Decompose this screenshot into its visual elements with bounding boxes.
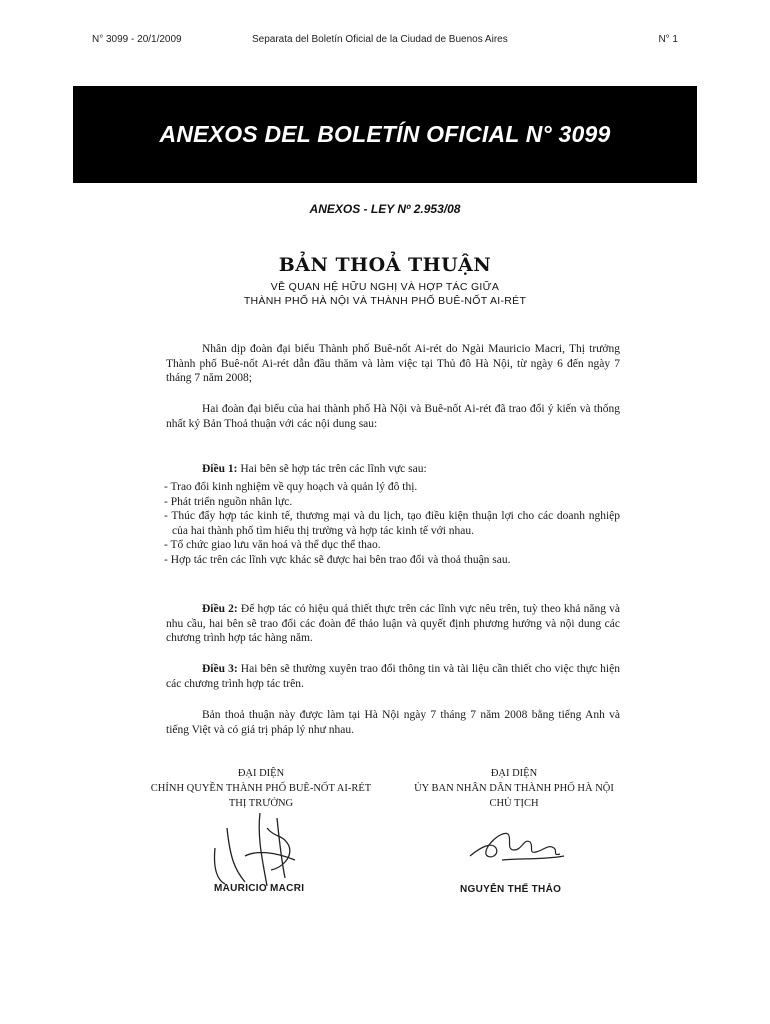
signatory-left-block <box>130 766 392 811</box>
signature-left-icon <box>205 808 315 888</box>
article-2-label: Điều 2: <box>202 603 238 615</box>
signatory-right-line2: ỦY BAN NHÂN DÂN THÀNH PHỐ HÀ NỘI <box>414 783 614 794</box>
article-3-text: Hai bên sẽ thường xuyên trao đổi thông tin và tài liệu cần thiết cho việc thực hiện các chương trình hợp tác trên. <box>166 663 620 690</box>
annex-banner <box>73 86 697 183</box>
article-2-text: Để hợp tác có hiệu quả thiết thực trên các lĩnh vực nêu trên, tuỳ theo khả năng và nhu cầu, hai bên sẽ trao đổi các đoàn để thảo luận và quyết định phương hướng và nội dung các chương trình hợp tác hàng năm. <box>166 603 620 644</box>
header-issue: N° 3099 - 20/1/2009 <box>92 34 182 45</box>
signatory-right-block <box>398 766 630 811</box>
law-subtitle: ANEXOS - LEY Nº 2.953/08 <box>309 202 461 216</box>
article-2 <box>166 602 620 646</box>
scanned-agreement <box>130 250 640 736</box>
header-page-number: N° 1 <box>658 34 678 45</box>
signatory-right-line1: ĐẠI DIỆN <box>490 768 538 779</box>
banner-title: ANEXOS DEL BOLETÍN OFICIAL N° 3099 <box>159 121 611 147</box>
signature-right-icon <box>462 820 572 870</box>
signatory-right-line3: CHỦ TỊCH <box>489 798 539 809</box>
agreement-title: BẢN THOẢ THUẬN <box>278 254 492 276</box>
paragraph-agreement: Hai đoàn đại biểu của hai thành phố Hà Nội và Buê-nốt Ai-rét đã trao đổi ý kiến và thống nhất ký Bản Thoả thuận với các nội dung sau: <box>166 403 620 430</box>
article-1-text: Hai bên sẽ hợp tác trên các lĩnh vực sau: <box>237 462 427 475</box>
list-item: - Phát triển nguồn nhân lực. <box>164 495 293 508</box>
list-item: - Tổ chức giao lưu văn hoá và thể dục thể thao. <box>164 539 381 551</box>
signatory-left-name: MAURICIO MACRI <box>214 883 305 894</box>
paragraph-intro: Nhân dịp đoàn đại biểu Thành phố Buê-nốt Ai-rét do Ngài Mauricio Macri, Thị trưởng Thành phố Buê-nốt Ai-rét dẫn đầu thăm và làm việc tại Thủ đô Hà Nội, từ ngày 6 đến ngày 7 tháng 7 năm 2008; <box>166 343 620 384</box>
article-3-label: Điều 3: <box>202 663 238 675</box>
cooperation-list <box>164 480 620 567</box>
signatory-right-name: NGUYỄN THẾ THẢO <box>460 884 562 895</box>
list-item: - Thúc đẩy hợp tác kinh tế, thương mại và du lịch, tạo điều kiện thuận lợi cho các doanh nghiệp của hai thành phố tìm hiểu thị trường và hợp tác kinh tế với nhau. <box>164 510 620 537</box>
list-item: - Trao đổi kinh nghiệm về quy hoạch và quản lý đô thị. <box>164 481 418 493</box>
agreement-subtitle-line2: THÀNH PHỐ HÀ NỘI VÀ THÀNH PHỐ BUÊ-NỐT AI-RÉT <box>243 295 527 307</box>
signatory-left-line1: ĐẠI DIỆN <box>237 768 285 779</box>
list-item: - Hợp tác trên các lĩnh vực khác sẽ được hai bên trao đổi và thoả thuận sau. <box>164 553 511 566</box>
signatory-left-line2: CHÍNH QUYỀN THÀNH PHỐ BUÊ-NỐT AI-RÉT <box>150 783 372 794</box>
closing-paragraph: Bản thoả thuận này được làm tại Hà Nội ngày 7 tháng 7 năm 2008 bằng tiếng Anh và tiếng Việt và có giá trị pháp lý như nhau. <box>166 709 620 736</box>
signatory-left-line3: THỊ TRƯỞNG <box>228 798 294 809</box>
article-3 <box>166 662 620 691</box>
article-1-label: Điều 1: <box>202 462 238 475</box>
agreement-subtitle-line1: VỀ QUAN HỆ HỮU NGHỊ VÀ HỢP TÁC GIỮA <box>270 281 500 293</box>
header-publication: Separata del Boletín Oficial de la Ciudad de Buenos Aires <box>252 34 508 45</box>
article-1 <box>166 462 620 477</box>
